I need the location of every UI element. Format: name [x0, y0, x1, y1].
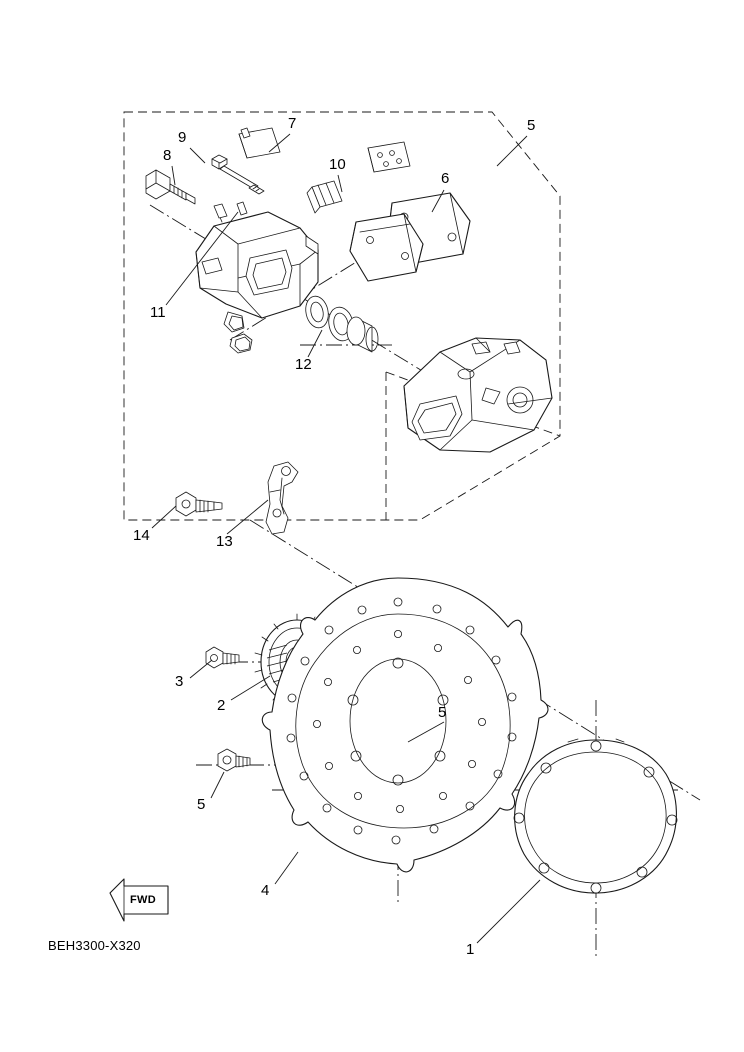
callout-4: 4 — [261, 882, 270, 899]
callout-15: 14 — [133, 527, 150, 544]
part-8-pad-shim — [239, 128, 280, 158]
callout-11: 10 — [329, 156, 346, 173]
callout-5-left: 5 — [197, 796, 206, 813]
callout-2: 2 — [217, 697, 226, 714]
part-10-pad-pin — [212, 155, 264, 194]
callout-12: 11 — [150, 304, 166, 321]
fwd-label: FWD — [130, 894, 156, 906]
part-9-bleed-screw — [146, 170, 195, 204]
callout-6: 5 — [527, 117, 536, 134]
callout-10: 9 — [178, 129, 187, 146]
part-11-shim-plate — [368, 142, 410, 172]
part-1-cover-plate — [514, 739, 677, 893]
part-3-rotor-bolt — [206, 647, 239, 668]
callout-8: 7 — [288, 115, 297, 132]
callout-3: 3 — [175, 673, 184, 690]
part-12-caliper-body — [196, 202, 318, 353]
part-6-caliper-bracket — [404, 338, 552, 452]
callout-1: 1 — [466, 941, 475, 958]
part-13-pistons-seals — [303, 294, 378, 352]
callout-13: 12 — [295, 356, 312, 373]
callout-14: 13 — [216, 533, 233, 550]
diagram-part-code: BEH3300-X320 — [48, 938, 141, 953]
callout-9: 8 — [163, 147, 172, 164]
part-11-pad-spring — [307, 181, 342, 213]
callout-7: 6 — [441, 170, 450, 187]
part-5-disc-bolt-left — [218, 749, 250, 771]
part-4-brake-disc — [262, 578, 548, 872]
part-7-brake-pads — [350, 193, 470, 281]
callout-5-center: 5 — [438, 704, 447, 721]
part-14-sensor-bracket — [266, 462, 298, 534]
part-15-bracket-bolt — [176, 492, 222, 516]
